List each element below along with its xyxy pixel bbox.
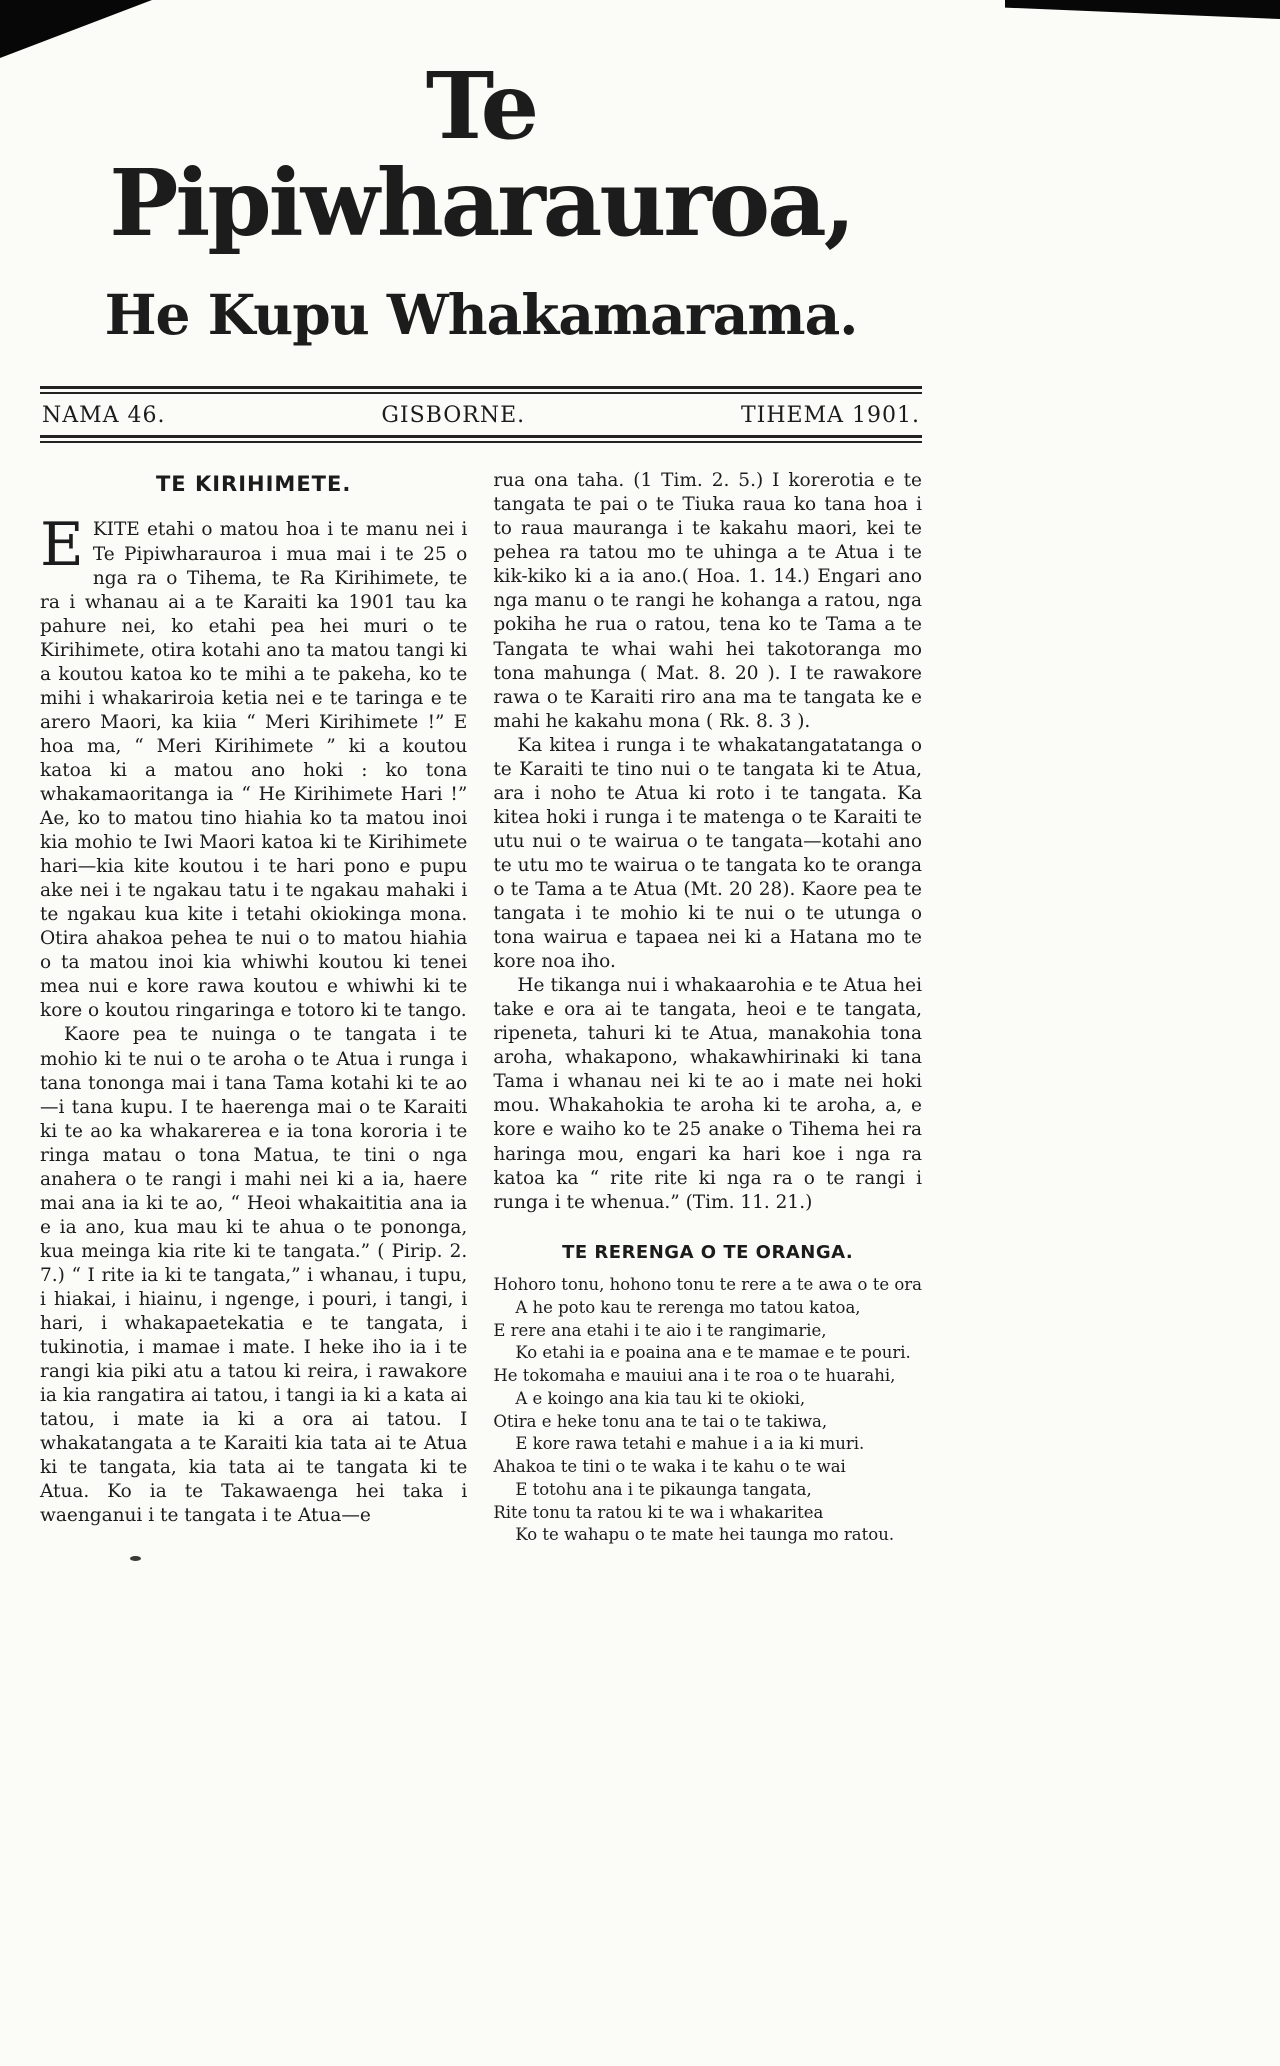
paragraph: rua ona taha. (1 Tim. 2. 5.) I korerotia e te tangata te pai o te Tiuka raua ko tana hoa i to raua mauranga i te kakahu maori, kei te pehea ra tatou mo te uhinga a te Atua i te kik-kiko ki a ia ano.( Hoa. 1. 14.) Engari ano nga manu o te rangi he kohanga a ratou, nga pokiha he rua o ratou, tena ko te Tama a te Tangata te whai wahi hei takotoranga mo tona mahunga ( Mat. 8. 20 ). I te rawakore rawa o te Karaiti riro ana ma te tangata ke e mahi he kakahu mona ( Rk. 8. 3 ). [493,470,922,732]
paragraph-text: KITE etahi o matou hoa i te manu nei i Te Pipiwharauroa i mua mai i te 25 o nga ra o Tihema, te Ra Kirihimete, te ra i whanau ai a te Karaiti ka 1901 tau ka pahure nei, ko etahi pea hei muri o te Kirihimete, otira kotahi ano ta matou tangi ki a koutou katoa ko te mihi a te pakeha, ko te mihi i whakariroia ketia nei e te taringa e te arero Maori, ka kiia “ Meri Kirihimete !” E hoa ma, “ Meri Kirihimete ” ki a koutou katoa ki a matou ano hoki : ko tona whakamaoritanga ia “ He Kirihimete Hari !” Ae, ko to matou tino hiahia ko ta matou inoi kia mohio te Iwi Maori katoa ki te Kirihimete hari—kia kite koutou i te hari pono e pupu ake nei i te ngakau tatu i te ngakau mahaki i te ngakau kua kite i tetahi okiokinga mona. Otira ahakoa pehea te nui o to matou hiahia o ta matou inoi kia whiwhi koutou ki tenei mea nui e kore rawa koutou e whiwhi ki te kore o koutou ringaringa e totoro ki te tango. [40,519,468,1022]
article-heading: TE KIRIHIMETE. [155,472,352,497]
poem-line: Ko etahi ia e poaina ana e te mamae e te pouri. [515,1343,911,1363]
paragraph: Ka kitea i runga i te whakatangatatanga o te Karaiti te tino nui o te tangata ki te Atua, ara i noho te Atua ki roto i te tangata. Ka kitea hoki i runga i te matenga o te Karaiti te utu nui o te wairua o te tangata—kotahi ano te utu mo te wairua o te tangata ko te oranga o te Tama a te Atua (Mt. 20 28). Kaore pea te tangata i te mohio ki te nui o te utunga o tona wairua e tapaea nei ki a Hatana mo te kore noa iho. [493,734,922,973]
masthead [40,0,922,348]
poem-line: Hohoro tonu, hohono tonu te rere a te awa o te ora [493,1275,922,1295]
divider-rule-top [40,386,922,394]
page-content [40,0,922,1547]
newspaper-subtitle: He Kupu Whakamarama. [104,282,858,348]
paragraph: Kaore pea te nuinga o te tangata i te mohio ki te nui o te aroha o te Atua i runga i tana tononga mai i tana Tama kotahi ki te ao—i tana kupu. I te haerenga mai o te Karaiti ki te ao ka whakarerea e ia tona kororia i te ringa matau o tona Matua, te tini o nga anahera o te rangi i mahi nei ki a ia, haere mai ana ia ki te ao, “ Heoi whakaititia ana ia e ia ano, kua mau ki te ahua o te pononga, kua meinga kia rite ki te tangata.” ( Pirip. 2. 7.) “ I rite ia ki te tangata,” i whanau, i tupu, i hiakai, i hiainu, i ngenge, i pouri, i tangi, i hari, i whakapaetekatia e te tangata, i tukinotia, i mamae i mate. I heke iho ia i te rangi kia piki atu a tatou ki reira, i rawakore ia kia rangatira ai tatou, i tangi ia ki a kata ai tatou, i mate ia ki a ora ai tatou. I whakatangata a te Karaiti kia tata ai te Atua ki te tangata, kia tata ai te tangata ki te Atua. Ko ia te Takawaenga hei taka i waenganui i te tangata i te Atua—e [40,1024,468,1527]
poem [493,1274,922,1547]
dateline [40,394,922,435]
article-body [40,469,922,1547]
poem-line: Ahakoa te tini o te waka i te kahu o te wai [493,1457,846,1477]
place-name: GISBORNE. [381,403,526,429]
poem-line: E totohu ana i te pikaunga tangata, [515,1479,812,1499]
poem-line: E kore rawa tetahi e mahue i a ia ki muri. [515,1434,865,1454]
left-column [40,469,467,1547]
scan-artifact-speck [130,1556,141,1561]
newspaper-title: Te Pipiwharauroa, [109,52,853,257]
issue-number: NAMA 46. [42,403,166,429]
poem-line: Rite tonu ta ratou ki te wa i whakaritea [493,1502,824,1522]
poem-line: E rere ana etahi i te aio i te rangimarie, [493,1320,827,1340]
poem-line: A e koingo ana kia tau ki te okioki, [515,1388,806,1408]
poem-line: Ko te wahapu o te mate hei taunga mo ratou. [515,1525,895,1545]
poem-line: Otira e heke tonu ana te tai o te takiwa, [493,1411,828,1431]
drop-cap: E [40,510,84,581]
opening-paragraph [40,510,468,1023]
right-column [493,469,922,1547]
issue-date: TIHEMA 1901. [741,403,920,429]
poem-heading: TE RERENGA O TE ORANGA. [562,1241,854,1263]
paragraph: He tikanga nui i whakaarohia e te Atua hei take e ora ai te tangata, heoi e te tangata, ripeneta, tahuri ki te Atua, manakohia tona aroha, whakapono, whakawhirinaki ki tana Tama i whanau nei ki te ao i mate nei hoki mou. Whakahokia te aroha ki te aroha, a, e kore e waiho ko te 25 anake o Tihema hei ra haringa mou, engari ka hari koe i nga ra katoa ka “ rite rite ki nga ra o te rangi i runga i te whenua.” (Tim. 11. 21.) [493,975,922,1213]
poem-line: He tokomaha e mauiui ana i te roa o te huarahi, [493,1366,896,1386]
divider-rule-bottom [40,435,922,443]
poem-line: A he poto kau te rerenga mo tatou katoa, [515,1297,861,1317]
scan-artifact-top-right [1005,0,1280,19]
